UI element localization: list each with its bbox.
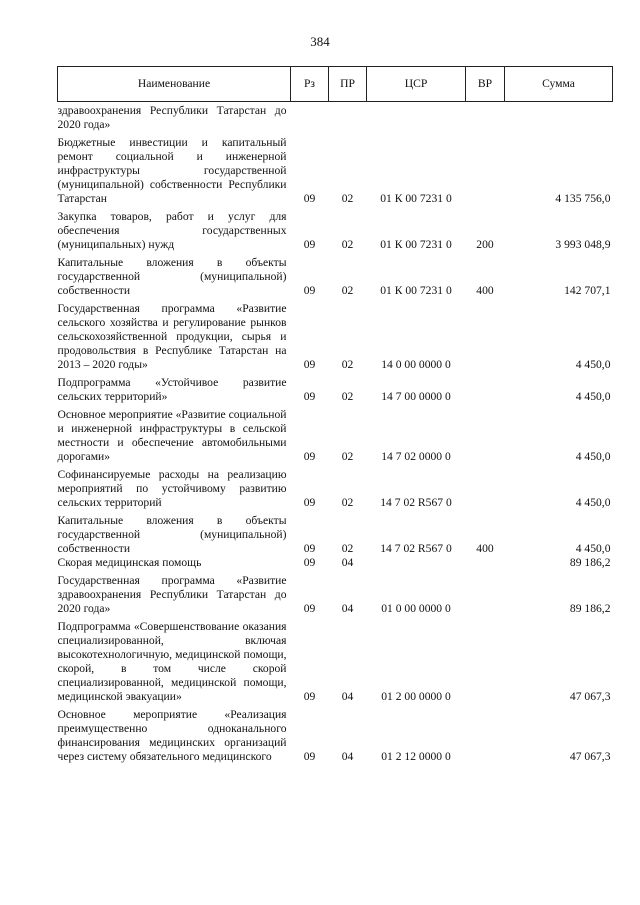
table-row	[58, 404, 613, 464]
row-vr	[466, 556, 505, 570]
row-sum: 89 186,2	[569, 556, 611, 569]
row-rz: 09	[303, 238, 316, 251]
table-row	[58, 616, 613, 704]
row-vr	[466, 372, 505, 404]
row-csr: 14 7 02 R567 0	[380, 542, 452, 555]
row-vr	[466, 464, 505, 510]
row-rz	[291, 102, 329, 133]
row-sum: 47 067,3	[569, 690, 611, 703]
row-vr: 400	[476, 542, 494, 555]
row-csr: 14 7 02 R567 0	[380, 496, 452, 509]
row-rz: 09	[303, 496, 316, 509]
table-row	[58, 132, 613, 206]
row-vr	[466, 616, 505, 704]
row-vr	[466, 404, 505, 464]
row-name: Капитальные вложения в объекты государственной (муниципальной) собственности	[57, 256, 287, 297]
row-name: Подпрограмма «Совершенствование оказания специализированной, включая высокотехнологичную, медицинской помощи, скорой, в том числе скорой специализированной, медицинской помощи, медицинской эвакуации»	[57, 620, 287, 703]
row-rz: 09	[303, 556, 316, 569]
row-csr: 01 2 00 0000 0	[381, 690, 451, 703]
row-name: Подпрограмма «Устойчивое развитие сельских территорий»	[57, 376, 287, 403]
row-rz: 09	[303, 542, 316, 555]
row-name: здравоохранения Республики Татарстан до 2020 года»	[57, 104, 287, 131]
row-vr	[466, 298, 505, 372]
row-pr: 02	[341, 238, 354, 251]
row-csr	[367, 102, 466, 133]
row-sum: 4 450,0	[575, 496, 611, 509]
row-sum: 4 450,0	[575, 358, 611, 371]
table-row	[58, 570, 613, 616]
row-name: Скорая медицинская помощь	[57, 556, 202, 569]
row-csr: 01 К 00 7231 0	[380, 284, 452, 297]
row-name: Основное мероприятие «Реализация преимущественно одноканального финансирования медицинских организаций через систему обязательного медицинского	[57, 708, 287, 763]
row-vr	[466, 102, 505, 133]
row-name: Основное мероприятие «Развитие социальной и инженерной инфраструктуры в сельской местности и обеспечение автомобильными дорогами»	[57, 408, 287, 463]
row-name: Софинансируемые расходы на реализацию мероприятий по устойчивому развитию сельских территорий	[57, 468, 287, 509]
row-sum: 89 186,2	[569, 602, 611, 615]
row-rz: 09	[303, 450, 316, 463]
row-csr: 14 7 00 0000 0	[381, 390, 451, 403]
row-vr	[466, 704, 505, 764]
row-sum: 142 707,1	[564, 284, 611, 297]
row-pr	[329, 102, 367, 133]
row-csr: 01 К 00 7231 0	[380, 238, 452, 251]
row-pr: 02	[341, 390, 354, 403]
budget-table	[57, 66, 613, 764]
row-vr	[466, 570, 505, 616]
header-vr: ВР	[466, 67, 505, 102]
row-pr: 02	[341, 358, 354, 371]
row-pr: 04	[341, 690, 354, 703]
header-csr: ЦСР	[367, 67, 466, 102]
header-pr: ПР	[329, 67, 367, 102]
row-rz: 09	[303, 750, 316, 763]
row-pr: 02	[341, 450, 354, 463]
row-pr: 04	[341, 750, 354, 763]
row-vr: 200	[476, 238, 494, 251]
row-sum: 4 135 756,0	[555, 192, 611, 205]
row-pr: 04	[341, 602, 354, 615]
row-csr	[367, 556, 466, 570]
header-sum: Сумма	[505, 67, 613, 102]
row-rz: 09	[303, 358, 316, 371]
row-vr: 400	[476, 284, 494, 297]
row-name: Государственная программа «Развитие здравоохранения Республики Татарстан до 2020 года»	[57, 574, 287, 615]
table-row	[58, 298, 613, 372]
table-row	[58, 704, 613, 764]
row-pr: 02	[341, 496, 354, 509]
row-sum: 47 067,3	[569, 750, 611, 763]
row-csr: 14 0 00 0000 0	[381, 358, 451, 371]
row-pr: 04	[341, 556, 354, 569]
row-rz: 09	[303, 690, 316, 703]
row-rz: 09	[303, 284, 316, 297]
row-sum: 4 450,0	[575, 450, 611, 463]
row-name: Бюджетные инвестиции и капитальный ремонт социальной и инженерной инфраструктуры государственной (муниципальной) собственности Республики Татарстан	[57, 136, 287, 205]
row-name: Государственная программа «Развитие сельского хозяйства и регулирование рынков сельскохозяйственной продукции, сырья и продовольствия в Республике Татарстан на 2013 – 2020 годы»	[57, 302, 287, 371]
table-row	[58, 102, 613, 133]
row-csr: 01 0 00 0000 0	[381, 602, 451, 615]
row-csr: 14 7 02 0000 0	[381, 450, 451, 463]
row-pr: 02	[341, 542, 354, 555]
row-rz: 09	[303, 390, 316, 403]
row-pr: 02	[341, 284, 354, 297]
row-pr: 02	[341, 192, 354, 205]
table-header	[58, 67, 613, 102]
row-name: Капитальные вложения в объекты государственной (муниципальной) собственности	[57, 514, 287, 555]
table-row	[58, 372, 613, 404]
row-sum	[505, 102, 613, 133]
table-row	[58, 464, 613, 510]
row-name: Закупка товаров, работ и услуг для обеспечения государственных (муниципальных) нужд	[57, 210, 287, 251]
header-rz: Рз	[291, 67, 329, 102]
row-vr	[466, 132, 505, 206]
row-sum: 4 450,0	[575, 390, 611, 403]
table-row	[58, 252, 613, 298]
row-csr: 01 2 12 0000 0	[381, 750, 451, 763]
table-row	[58, 556, 613, 570]
row-sum: 3 993 048,9	[555, 238, 611, 251]
page-number: 384	[310, 34, 330, 49]
header-name: Наименование	[58, 67, 291, 102]
table-row	[58, 510, 613, 556]
row-sum: 4 450,0	[575, 542, 611, 555]
row-csr: 01 К 00 7231 0	[380, 192, 452, 205]
table-row	[58, 206, 613, 252]
row-rz: 09	[303, 602, 316, 615]
row-rz: 09	[303, 192, 316, 205]
